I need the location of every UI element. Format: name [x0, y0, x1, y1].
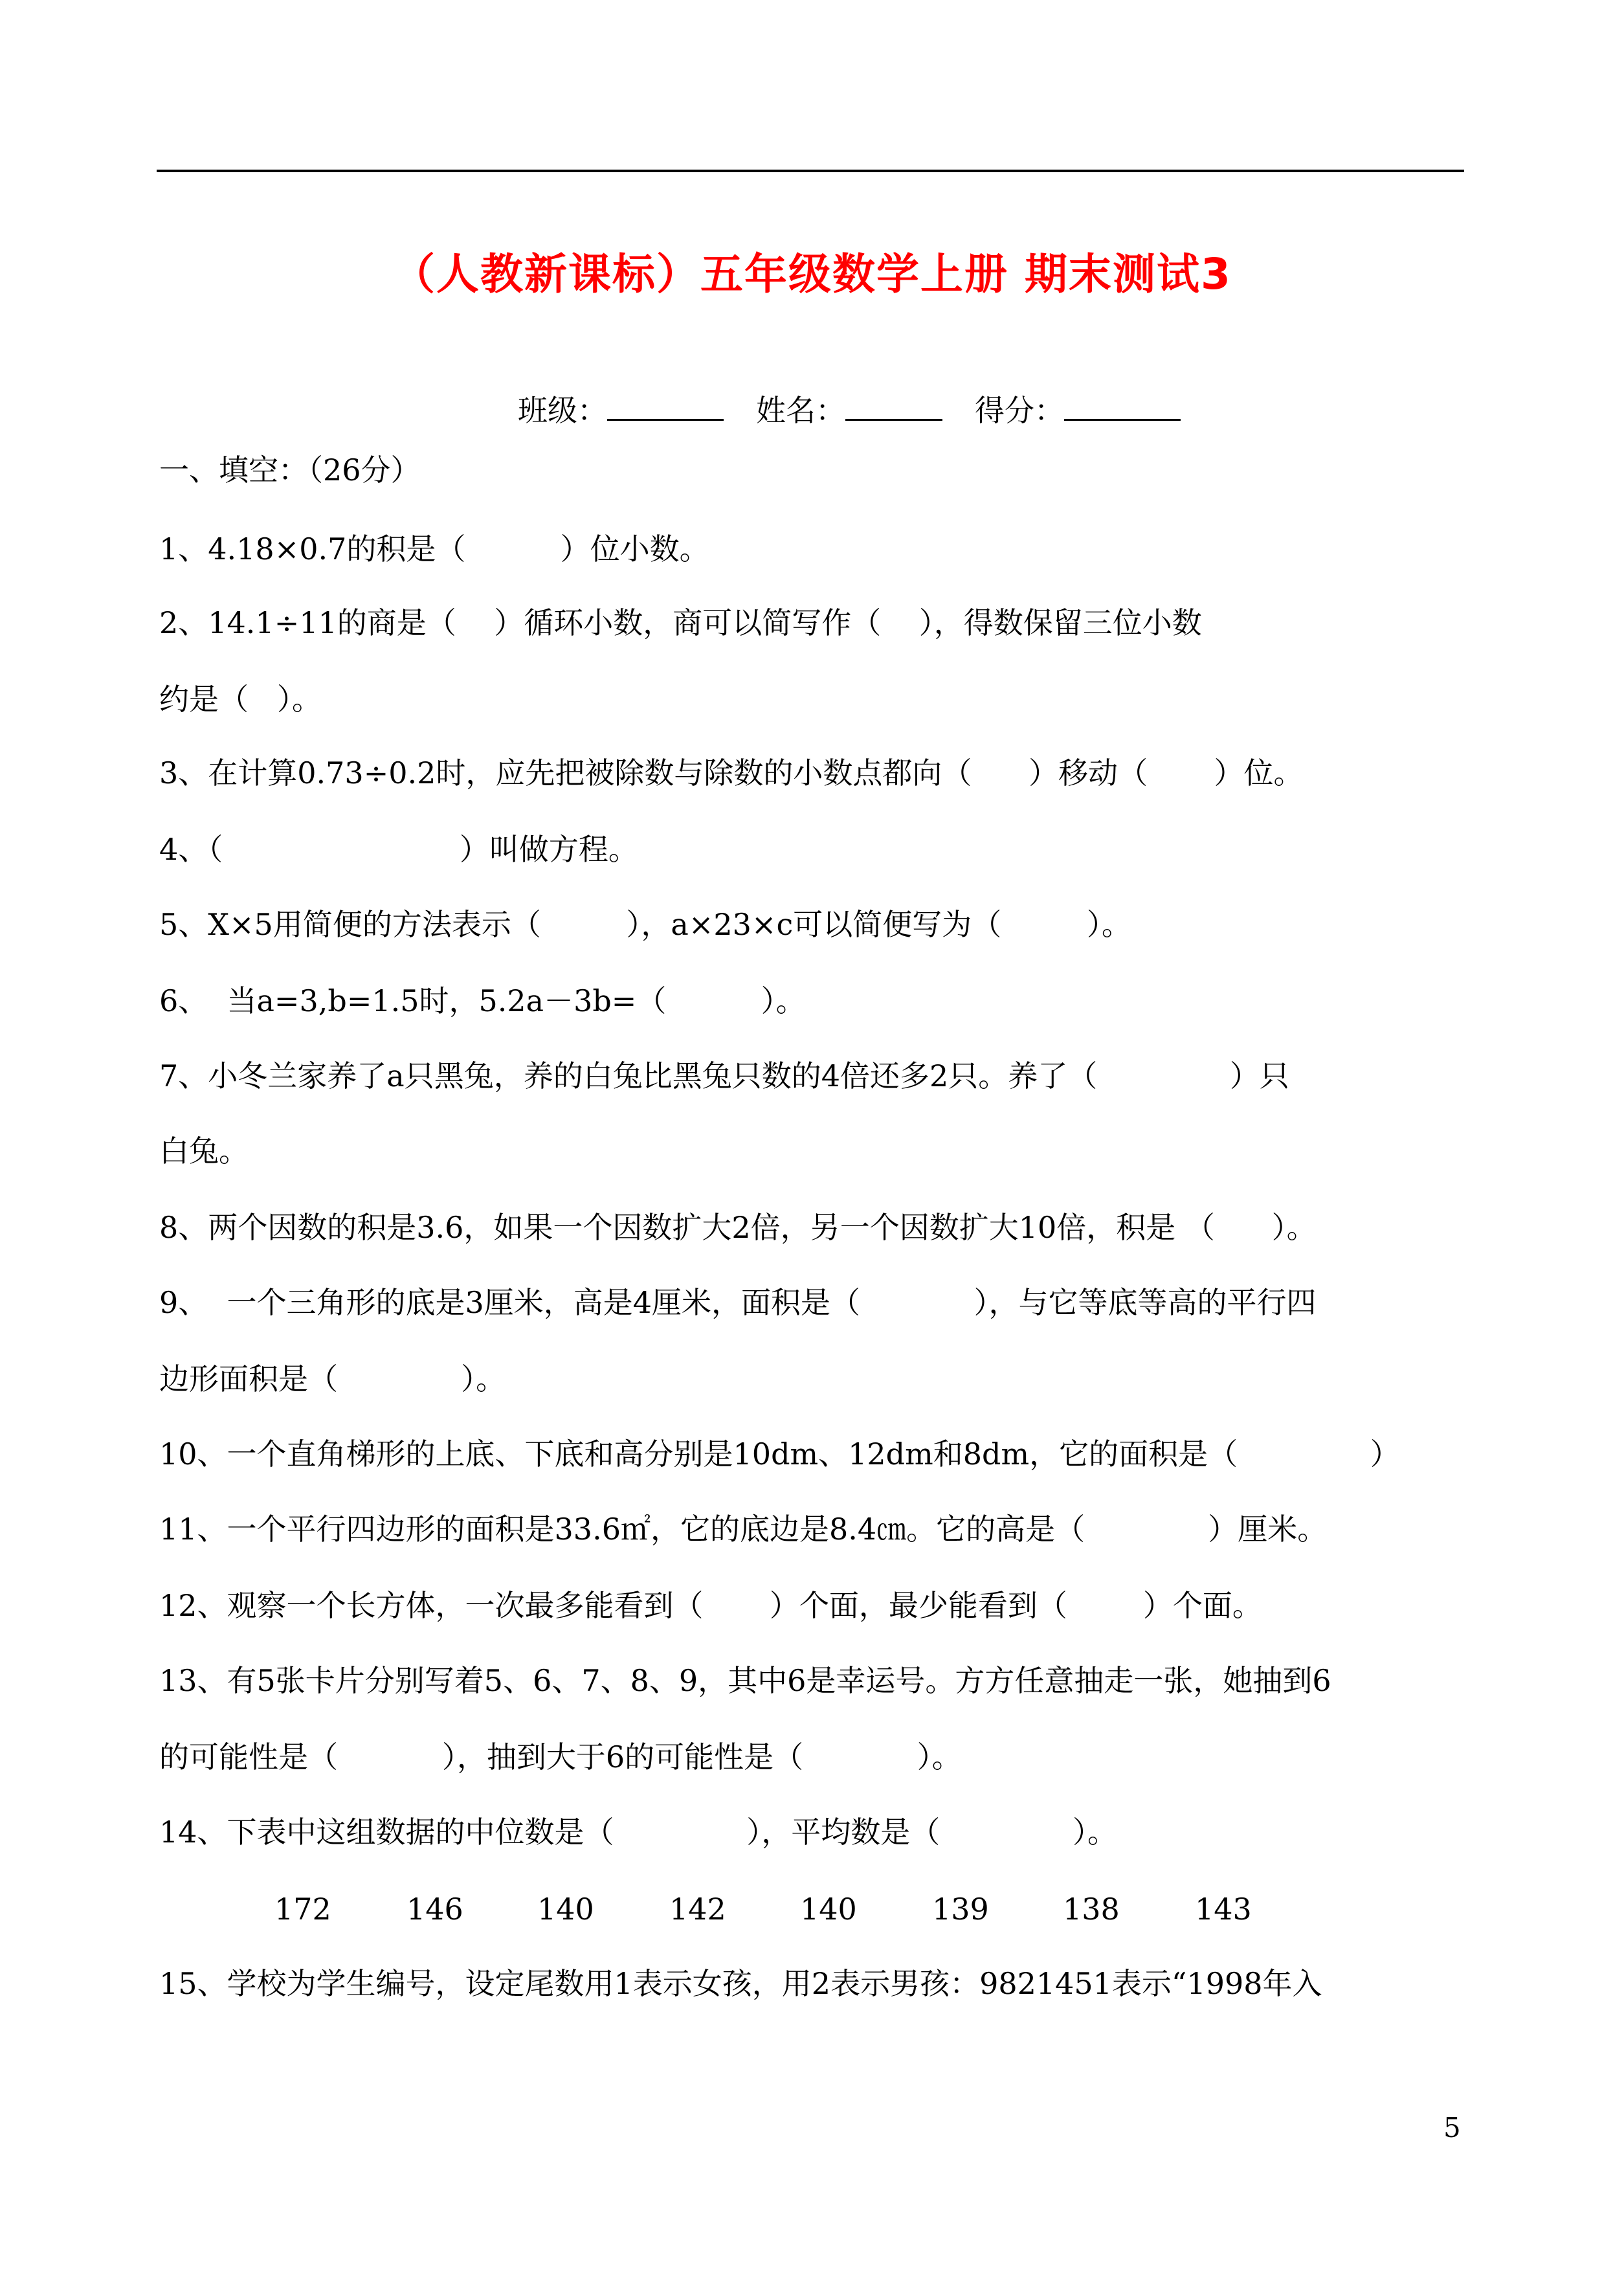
- question-12: 12、观察一个长方体，一次最多能看到（ ）个面，最少能看到（ ）个面。: [159, 1588, 1262, 1623]
- name-blank[interactable]: [845, 390, 942, 421]
- page-title: （人教新课标）五年级数学上册 期末测试3: [392, 249, 1232, 299]
- data-value: 138: [1063, 1892, 1120, 1927]
- student-info-row: [518, 387, 1181, 430]
- name-label: 姓名：: [756, 393, 845, 428]
- score-label: 得分：: [975, 393, 1064, 428]
- data-value: 172: [274, 1892, 331, 1927]
- data-value: 140: [537, 1892, 594, 1927]
- question-9-line2: 边形面积是（ ）。: [159, 1361, 506, 1396]
- data-value: 143: [1195, 1892, 1252, 1927]
- question-1: 1、4.18×0.7的积是（ ）位小数。: [159, 531, 709, 566]
- score-blank[interactable]: [1064, 390, 1181, 421]
- question-7-line1: 7、小冬兰家养了a只黑兔，养的白兔比黑兔只数的4倍还多2只。养了（ ）只: [159, 1058, 1289, 1093]
- question-5: 5、X×5用简便的方法表示（ ），a×23×c可以简便写为（ ）。: [159, 907, 1131, 942]
- question-2-line2: 约是（ ）。: [159, 682, 322, 717]
- question-6: 6、 当a=3,b=1.5时，5.2a－3b=（ ）。: [159, 983, 806, 1018]
- question-9-line1: 9、 一个三角形的底是3厘米，高是4厘米，面积是（ ），与它等底等高的平行四: [159, 1285, 1317, 1320]
- question-11: 11、一个平行四边形的面积是33.6㎡，它的底边是8.4㎝。它的高是（ ）厘米。: [159, 1512, 1328, 1547]
- question-10: 10、一个直角梯形的上底、下底和高分别是10dm、12dm和8dm，它的面积是（ ）: [159, 1437, 1400, 1471]
- question-3: 3、在计算0.73÷0.2时，应先把被除数与除数的小数点都向（ ）移动（ ）位。: [159, 755, 1304, 790]
- question-2-line1: 2、14.1÷11的商是（ ）循环小数，商可以简写作（ ），得数保留三位小数: [159, 605, 1202, 640]
- data-value: 146: [406, 1892, 463, 1927]
- question-13-line1: 13、有5张卡片分别写着5、6、7、8、9，其中6是幸运号。方方任意抽走一张，她抽到6: [159, 1663, 1331, 1698]
- section-heading: 一、填空：（26分）: [159, 453, 421, 487]
- question-8: 8、两个因数的积是3.6，如果一个因数扩大2倍，另一个因数扩大10倍，积是 （ ）。: [159, 1210, 1317, 1245]
- question-15: 15、学校为学生编号，设定尾数用1表示女孩，用2表示男孩：9821451表示“1998年入: [159, 1966, 1322, 2001]
- question-4: 4、（ ）叫做方程。: [159, 832, 638, 867]
- data-value: 142: [669, 1892, 726, 1927]
- class-label: 班级：: [518, 393, 607, 428]
- page-number: 5: [1443, 2112, 1461, 2143]
- question-14: 14、下表中这组数据的中位数是（ ），平均数是（ ）。: [159, 1815, 1117, 1850]
- question-7-line2: 白兔。: [159, 1134, 249, 1169]
- header-rule: [157, 170, 1464, 172]
- class-blank[interactable]: [607, 390, 724, 421]
- data-value: 140: [800, 1892, 857, 1927]
- question-13-line2: 的可能性是（ ），抽到大于6的可能性是（ ）。: [159, 1739, 962, 1774]
- data-value: 139: [932, 1892, 989, 1927]
